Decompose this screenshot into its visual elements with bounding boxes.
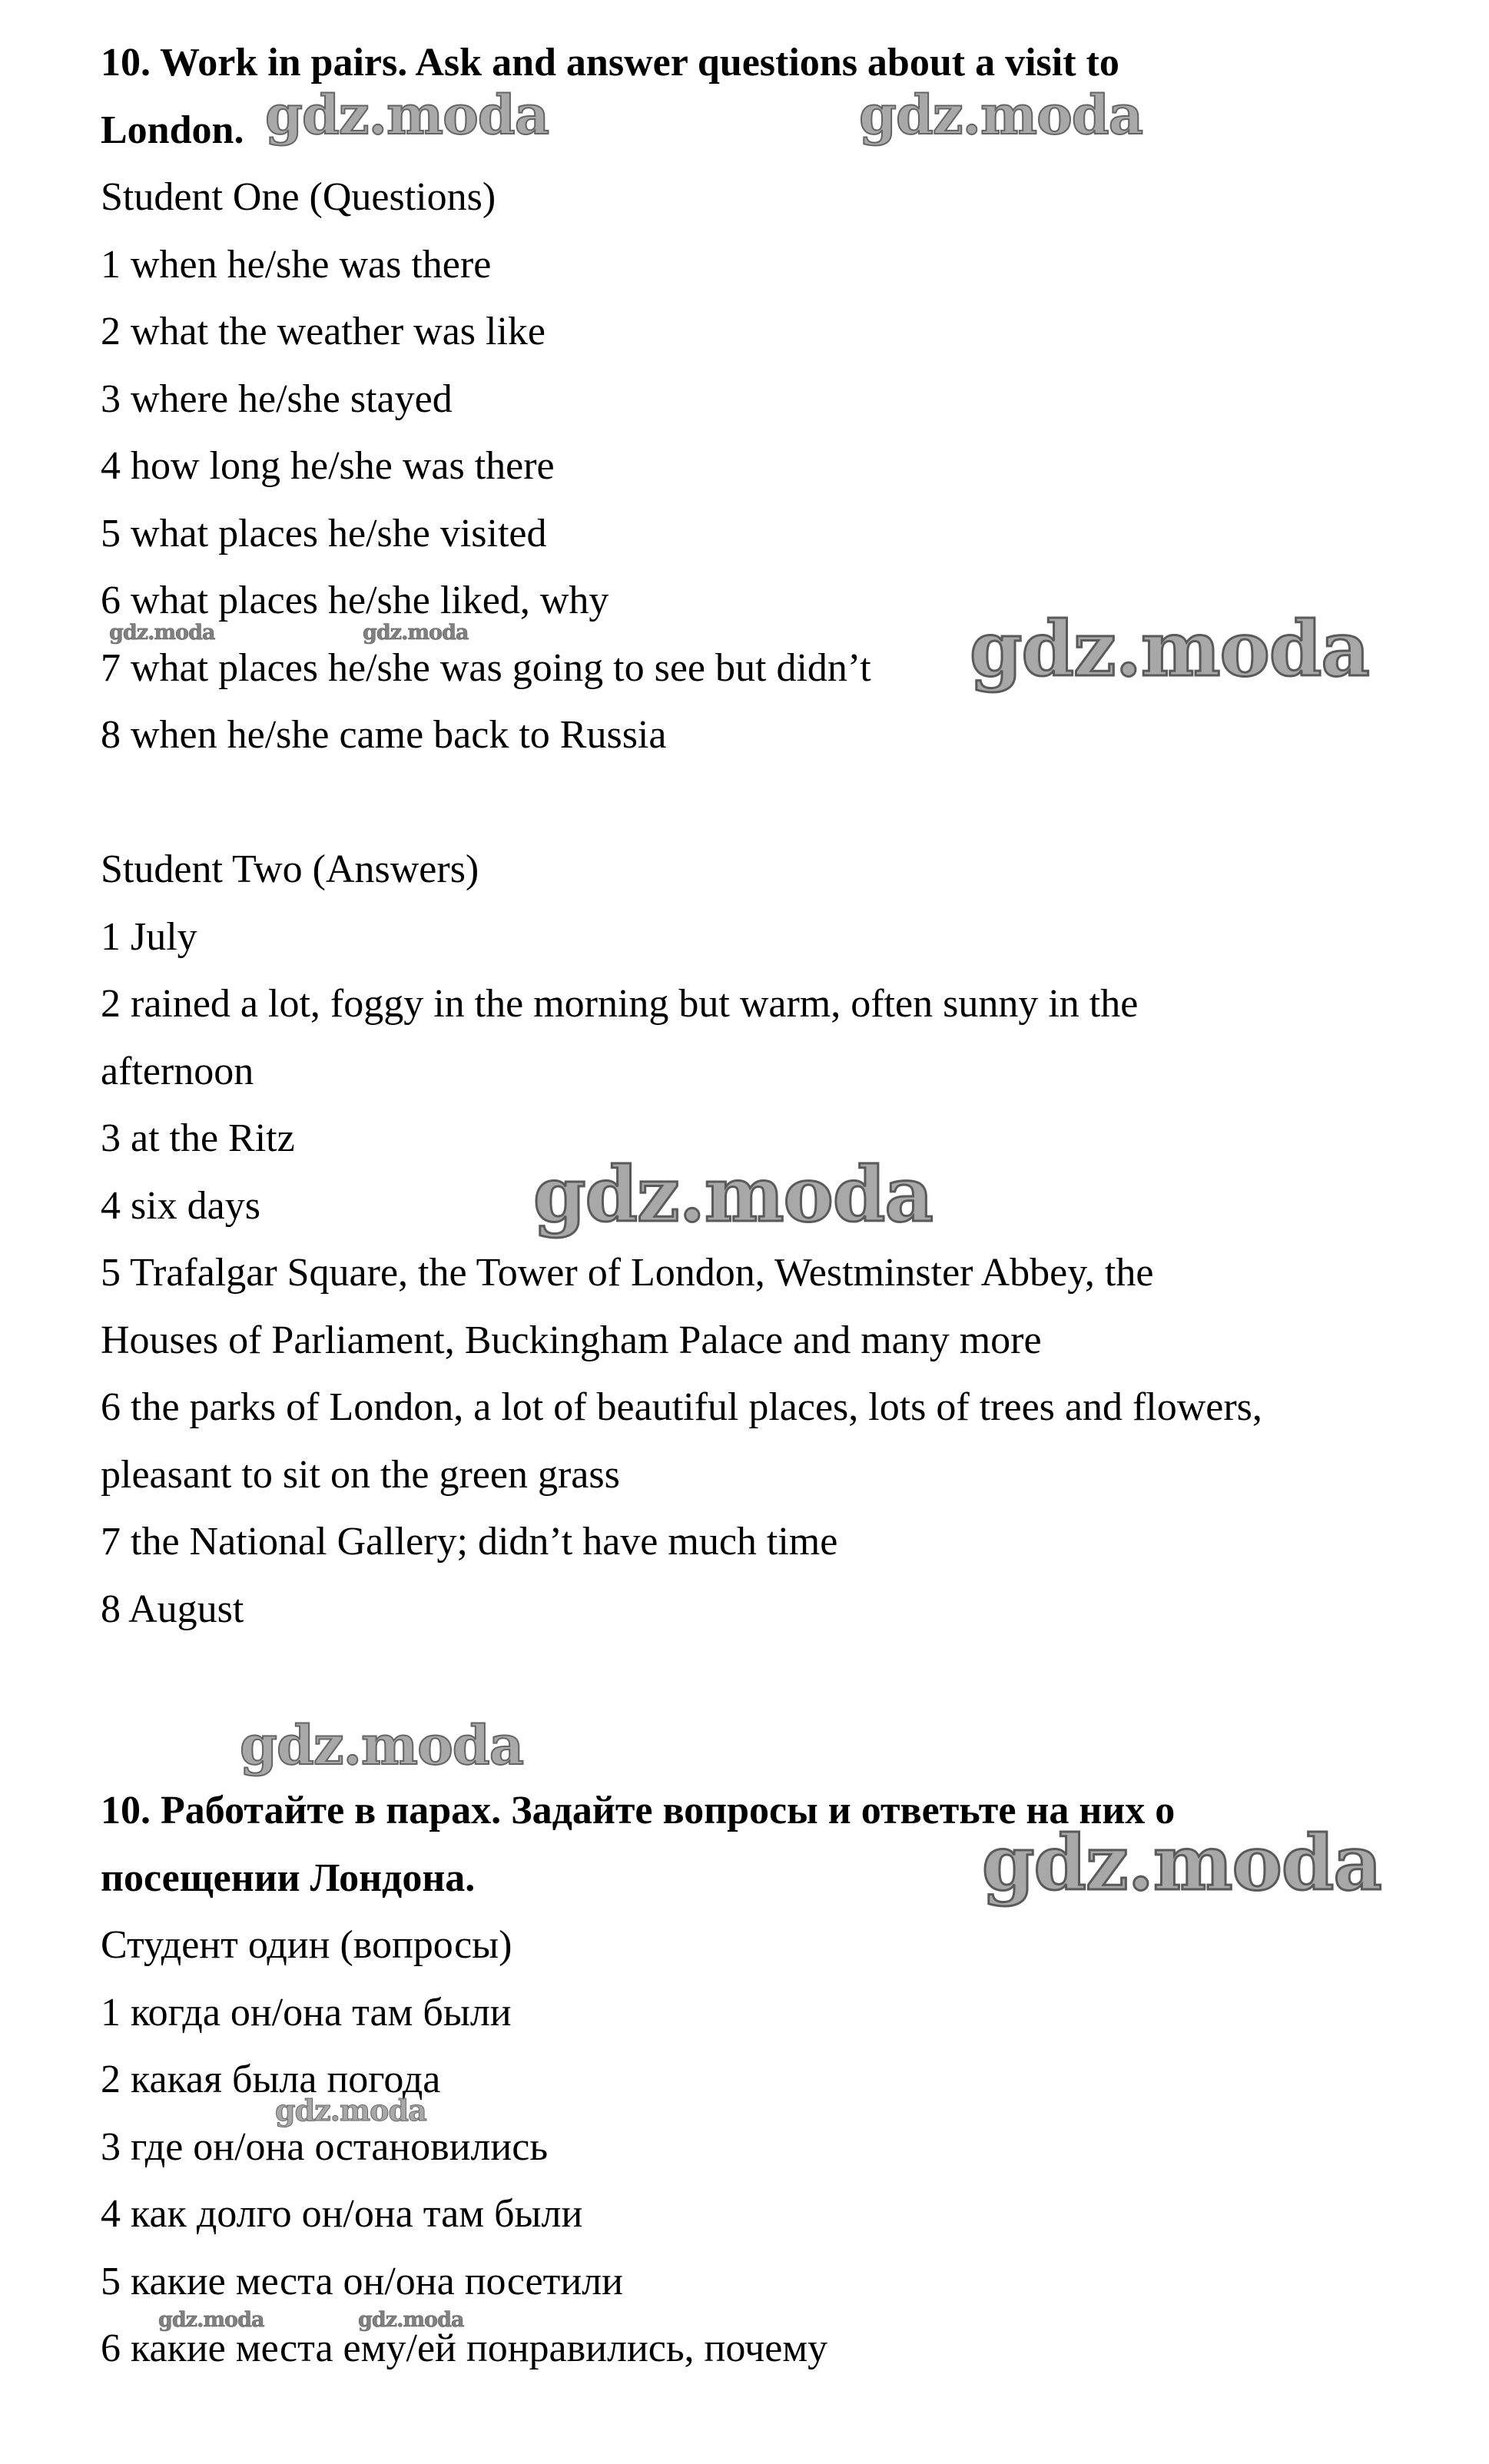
question-en: 5 what places he/she visited [101, 511, 547, 555]
answer-en: 5 Trafalgar Square, the Tower of London, Westminster Abbey, the [101, 1251, 1154, 1295]
question-en: 4 how long he/she was there [101, 444, 555, 488]
question-ru: 5 какие места он/она посетили [101, 2259, 623, 2303]
student-one-title-en: Student One (Questions) [101, 175, 496, 219]
watermark-logo: gdz.moda [275, 2093, 426, 2127]
question-en: 6 what places he/she liked, why [101, 579, 609, 622]
watermark-logo: gdz.moda [158, 2308, 264, 2332]
spacer [101, 769, 1453, 837]
answer-en: 3 at the Ritz [101, 1116, 295, 1160]
question-ru: 3 где он/она остановились [101, 2124, 549, 2169]
watermark-logo: gdz.moda [859, 83, 1143, 147]
watermark-logo: gdz.moda [109, 621, 215, 645]
spacer [101, 1643, 1453, 1710]
answer-en: 7 the National Gallery; didn’t have much time [101, 1520, 838, 1564]
answer-en: 2 rained a lot, foggy in the morning but warm, often sunny in the [101, 982, 1139, 1026]
answer-en: 4 six days [101, 1183, 260, 1228]
answer-en: 1 July [101, 914, 197, 959]
student-two-title-en: Student Two (Answers) [101, 847, 479, 891]
question-ru: 2 какая была погода [101, 2058, 441, 2101]
watermark-logo: gdz.moda [982, 1819, 1381, 1908]
student-one-title-ru: Студент один (вопросы) [101, 1923, 512, 1967]
answer-en: Houses of Parliament, Buckingham Palace and many more [101, 1318, 1042, 1362]
question-ru: 4 как долго он/она там были [101, 2192, 583, 2236]
exercise-heading-en-line-2: London. [101, 108, 244, 152]
exercise-heading-ru-line-2: посещении Лондона. [101, 1855, 476, 1900]
watermark-logo: gdz.moda [358, 2308, 464, 2332]
answer-en: pleasant to sit on the green grass [101, 1452, 620, 1497]
watermark-logo: gdz.moda [265, 83, 549, 147]
watermark-logo: gdz.moda [240, 1713, 524, 1777]
watermark-logo: gdz.moda [363, 621, 469, 645]
question-en: 8 when he/she came back to Russia [101, 713, 667, 757]
watermark-logo: gdz.moda [970, 605, 1369, 694]
exercise-heading-ru-line-1: 10. Работайте в парах. Задайте вопросы и ответьте на них о [101, 1789, 1176, 1832]
question-en: 2 what the weather was like [101, 310, 546, 353]
question-en: 3 where he/she stayed [101, 376, 453, 421]
question-en: 7 what places he/she was going to see but didn’t [101, 645, 871, 690]
answer-en: 8 August [101, 1587, 244, 1631]
answer-en: afternoon [101, 1049, 254, 1093]
question-en: 1 when he/she was there [101, 242, 492, 287]
answer-en: 6 the parks of London, a lot of beautiful places, lots of trees and flowers, [101, 1385, 1262, 1429]
watermark-logo: gdz.moda [533, 1151, 933, 1239]
exercise-heading-en-line-1: 10. Work in pairs. Ask and answer questions about a visit to [101, 41, 1119, 85]
question-ru: 1 когда он/она там были [101, 1990, 512, 2035]
question-ru: 6 какие места ему/ей понравились, почему [101, 2326, 828, 2370]
